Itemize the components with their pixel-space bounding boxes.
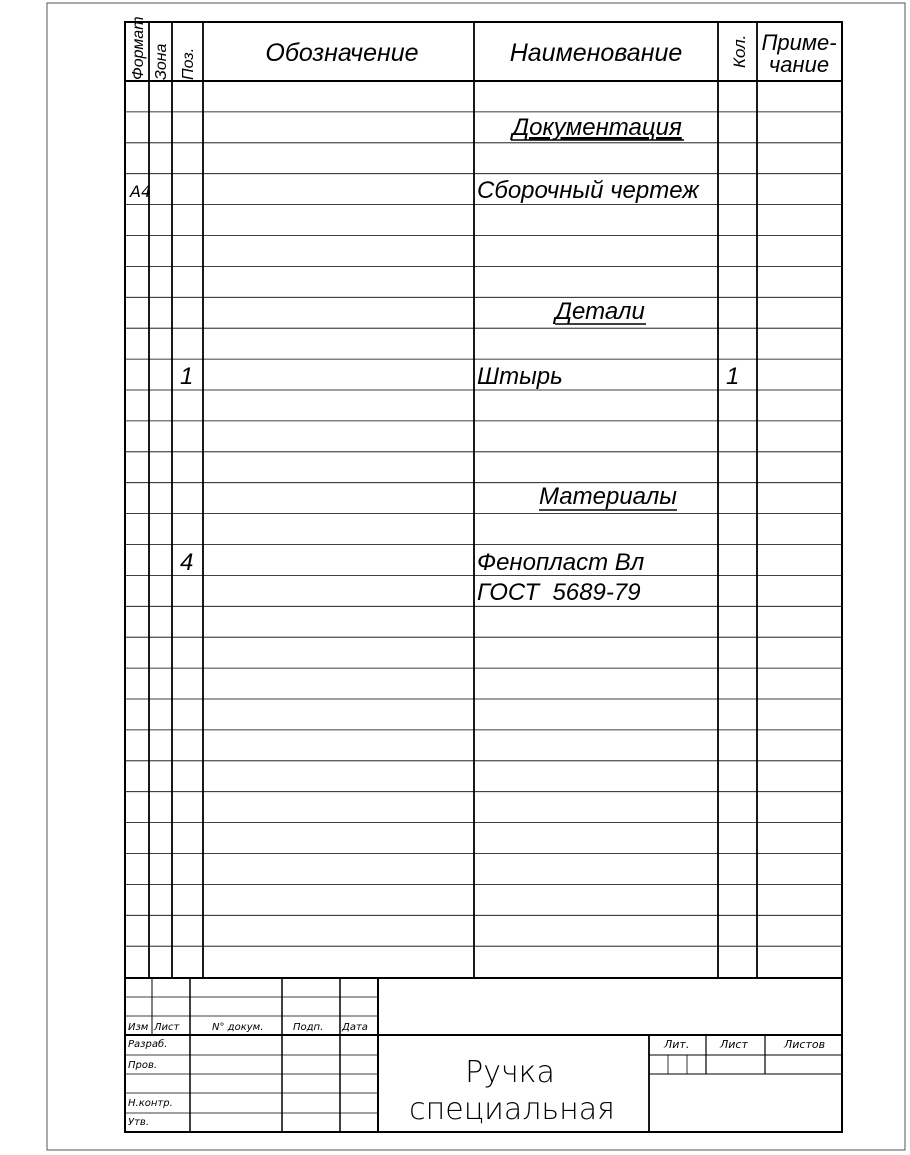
tb-label-doc-number: N° докум. — [212, 1022, 264, 1033]
header-designation: Обозначение — [265, 39, 419, 67]
row-pos-1: 1 — [180, 363, 194, 390]
row-pos-4: 4 — [180, 549, 194, 576]
tb-label-list: Лист — [154, 1022, 180, 1033]
tb-label-norm-control: Н.контр. — [128, 1098, 173, 1109]
header-format: Формат — [130, 16, 147, 80]
spec-table-grid — [125, 22, 842, 978]
row-name-material-line2: ГОСТ 5689-79 — [477, 579, 641, 606]
row-format-a4: А4 — [130, 182, 152, 201]
tb-label-checked: Пров. — [128, 1060, 158, 1071]
tb-label-approved: Утв. — [128, 1117, 149, 1128]
header-note-line2: чание — [768, 52, 830, 77]
tb-label-date: Дата — [342, 1022, 368, 1033]
tb-label-sheets: Листов — [784, 1038, 826, 1051]
row-assembly-drawing: Сборочный чертеж — [477, 177, 699, 204]
section-details: Детали — [555, 298, 645, 325]
tb-title-line2: специальная — [409, 1092, 615, 1127]
spec-table-rows — [129, 114, 739, 606]
header-quantity: Кол. — [730, 34, 749, 68]
title-block-labels — [128, 1022, 825, 1128]
header-position: Поз. — [180, 47, 197, 80]
section-materials: Материалы — [539, 483, 677, 510]
row-name-material-line1: Фенопласт Вл — [477, 549, 645, 576]
header-zone: Зона — [153, 43, 170, 80]
tb-label-letter: Лит. — [664, 1038, 690, 1051]
row-name-pin: Штырь — [477, 363, 563, 390]
tb-title-line1: Ручка — [465, 1055, 555, 1090]
row-qty-1: 1 — [726, 363, 740, 390]
header-note-line1: Приме- — [761, 30, 837, 55]
section-documentation: Документация — [512, 114, 682, 141]
tb-label-sheet: Лист — [720, 1038, 748, 1051]
tb-label-izm: Изм — [128, 1022, 149, 1033]
tb-label-developed: Разраб. — [128, 1039, 168, 1050]
header-name: Наименование — [509, 39, 683, 67]
spec-table-header — [130, 16, 837, 80]
tb-label-signature: Подп. — [293, 1022, 324, 1033]
